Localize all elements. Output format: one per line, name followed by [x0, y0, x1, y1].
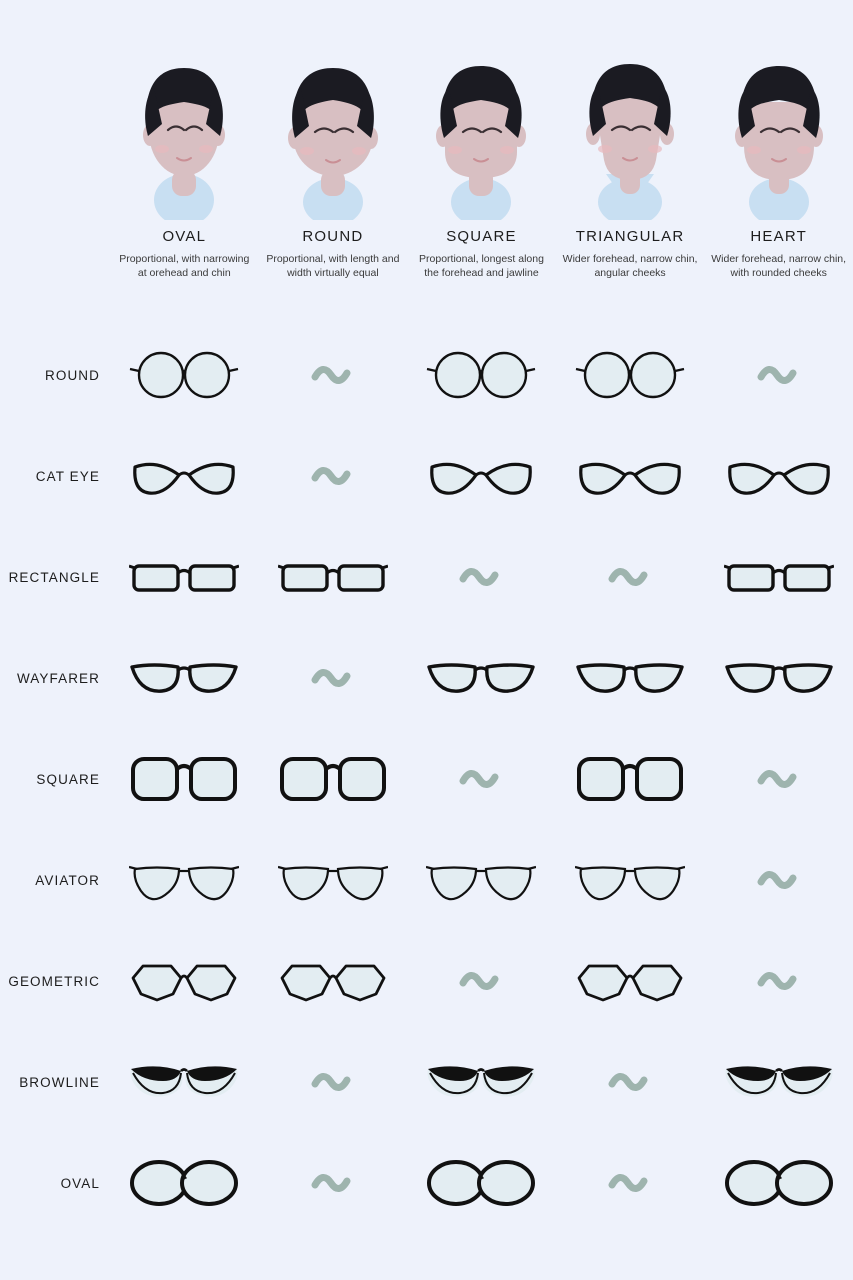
- face-illustration-round: [273, 50, 393, 220]
- match-cell-glasses-icon: [407, 325, 556, 426]
- face-desc-triangular: Wider forehead, narrow chin, angular cheeks: [562, 253, 698, 280]
- match-cell-glasses-icon: [110, 426, 259, 527]
- face-column-heart: [704, 50, 853, 280]
- frame-style-label-oval: OVAL: [60, 1176, 100, 1191]
- face-column-triangular: [556, 50, 705, 280]
- face-name-oval: OVAL: [162, 228, 207, 245]
- no-match-cell-squiggle-icon: [259, 628, 408, 729]
- frame-style-row: [0, 1133, 853, 1234]
- no-match-cell-squiggle-icon: [704, 729, 853, 830]
- face-column-round: [259, 50, 408, 280]
- no-match-cell-squiggle-icon: [704, 830, 853, 931]
- no-match-cell-squiggle-icon: [704, 931, 853, 1032]
- match-cell-glasses-icon: [407, 1133, 556, 1234]
- no-match-cell-squiggle-icon: [556, 1133, 705, 1234]
- no-match-cell-squiggle-icon: [259, 325, 408, 426]
- no-match-cell-squiggle-icon: [407, 729, 556, 830]
- match-cell-glasses-icon: [556, 729, 705, 830]
- match-cell-glasses-icon: [110, 729, 259, 830]
- no-match-cell-squiggle-icon: [704, 325, 853, 426]
- no-match-cell-squiggle-icon: [556, 1032, 705, 1133]
- frame-style-label-round: ROUND: [45, 368, 100, 383]
- match-cell-glasses-icon: [110, 830, 259, 931]
- frame-style-row: [0, 1032, 853, 1133]
- face-shape-header-row: [0, 50, 853, 280]
- match-cell-glasses-icon: [110, 1032, 259, 1133]
- face-desc-round: Proportional, with length and width virtually equal: [266, 253, 400, 280]
- match-cell-glasses-icon: [704, 1032, 853, 1133]
- no-match-cell-squiggle-icon: [407, 527, 556, 628]
- no-match-cell-squiggle-icon: [259, 1032, 408, 1133]
- match-cell-glasses-icon: [110, 931, 259, 1032]
- match-cell-glasses-icon: [110, 527, 259, 628]
- match-cell-glasses-icon: [259, 527, 408, 628]
- match-cell-glasses-icon: [704, 628, 853, 729]
- frame-style-label-wayfarer: WAYFARER: [16, 671, 100, 686]
- match-cell-glasses-icon: [704, 426, 853, 527]
- frame-style-label-aviator: AVIATOR: [35, 873, 100, 888]
- frame-style-grid: [0, 325, 853, 1234]
- face-column-square: [407, 50, 556, 280]
- face-illustration-oval: [124, 50, 244, 220]
- no-match-cell-squiggle-icon: [556, 527, 705, 628]
- face-illustration-triangular: [570, 50, 690, 220]
- face-name-square: SQUARE: [446, 228, 517, 245]
- match-cell-glasses-icon: [704, 527, 853, 628]
- face-illustration-square: [421, 50, 541, 220]
- frame-style-label-geometric: GEOMETRIC: [8, 974, 100, 989]
- match-cell-glasses-icon: [259, 729, 408, 830]
- match-cell-glasses-icon: [407, 830, 556, 931]
- match-cell-glasses-icon: [407, 426, 556, 527]
- match-cell-glasses-icon: [110, 1133, 259, 1234]
- frame-style-label-browline: BROWLINE: [19, 1075, 100, 1090]
- frame-style-row: [0, 931, 853, 1032]
- frame-style-row: [0, 729, 853, 830]
- face-column-oval: [110, 50, 259, 280]
- no-match-cell-squiggle-icon: [259, 1133, 408, 1234]
- face-desc-square: Proportional, longest along the forehead and jawline: [419, 253, 544, 280]
- frame-style-row: [0, 325, 853, 426]
- match-cell-glasses-icon: [407, 628, 556, 729]
- no-match-cell-squiggle-icon: [407, 931, 556, 1032]
- face-name-heart: HEART: [750, 228, 807, 245]
- face-name-triangular: TRIANGULAR: [575, 228, 685, 245]
- match-cell-glasses-icon: [110, 628, 259, 729]
- match-cell-glasses-icon: [407, 1032, 556, 1133]
- frame-style-row: [0, 527, 853, 628]
- face-name-round: ROUND: [302, 228, 364, 245]
- match-cell-glasses-icon: [556, 325, 705, 426]
- match-cell-glasses-icon: [259, 830, 408, 931]
- face-illustration-heart: [719, 50, 839, 220]
- match-cell-glasses-icon: [259, 931, 408, 1032]
- match-cell-glasses-icon: [110, 325, 259, 426]
- match-cell-glasses-icon: [556, 426, 705, 527]
- frame-style-label-cat-eye: CAT EYE: [35, 469, 100, 484]
- face-desc-heart: Wider forehead, narrow chin, with rounded cheeks: [711, 253, 847, 280]
- frame-style-label-rectangle: RECTANGLE: [8, 570, 100, 585]
- frame-style-row: [0, 426, 853, 527]
- header-corner-spacer: [0, 50, 110, 280]
- frame-style-label-square: SQUARE: [36, 772, 100, 787]
- match-cell-glasses-icon: [556, 628, 705, 729]
- match-cell-glasses-icon: [556, 931, 705, 1032]
- face-desc-oval: Proportional, with narrowing at orehead and chin: [119, 253, 250, 280]
- match-cell-glasses-icon: [704, 1133, 853, 1234]
- no-match-cell-squiggle-icon: [259, 426, 408, 527]
- match-cell-glasses-icon: [556, 830, 705, 931]
- frame-style-row: [0, 830, 853, 931]
- frame-style-row: [0, 628, 853, 729]
